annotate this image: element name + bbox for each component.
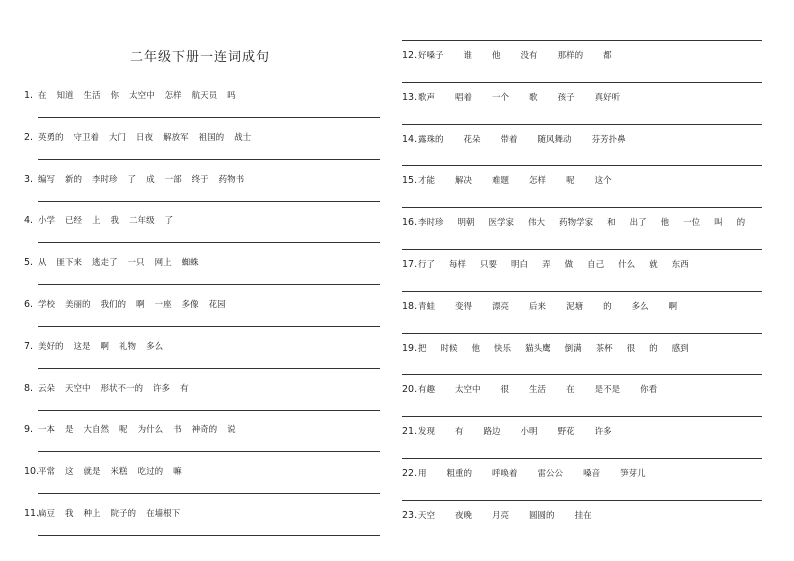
word-token: 这	[65, 467, 74, 478]
word-token: 小明	[520, 427, 538, 438]
word-token: 大自然	[83, 425, 110, 436]
word-token: 编写	[38, 174, 56, 185]
word-token: 知道	[56, 91, 74, 101]
question-item	[402, 374, 762, 416]
word-token: 很	[626, 343, 636, 354]
question-words	[402, 217, 759, 229]
answer-line[interactable]	[38, 368, 380, 369]
word-token: 一位	[683, 218, 701, 229]
word-token: 医学家	[488, 218, 515, 229]
word-token: 泥塘	[566, 301, 584, 312]
word-token: 呢	[119, 425, 128, 436]
word-token: 只要	[480, 260, 498, 270]
question-item	[24, 293, 380, 335]
word-token: 生活	[529, 385, 547, 396]
question-item	[402, 500, 762, 542]
answer-line[interactable]	[38, 117, 380, 118]
word-token: 感到	[671, 343, 689, 354]
question-item	[402, 333, 762, 375]
question-item	[402, 416, 762, 458]
word-token: 吃过的	[137, 467, 164, 478]
question-words	[402, 259, 703, 271]
word-token: 才能	[418, 176, 436, 187]
word-token: 英勇的	[38, 132, 64, 143]
question-number: 12.	[402, 50, 418, 61]
word-token: 的	[603, 301, 612, 312]
word-token: 网上	[154, 258, 172, 269]
word-token: 逃走了	[92, 258, 118, 269]
word-token: 弄	[542, 260, 551, 270]
word-token: 了	[164, 216, 174, 227]
word-token: 快乐	[494, 343, 512, 354]
word-token: 院子的	[110, 509, 137, 519]
word-token: 怎样	[164, 91, 182, 101]
question-words	[24, 383, 199, 395]
question-words	[24, 341, 173, 353]
question-words	[24, 466, 192, 478]
answer-line[interactable]	[38, 493, 380, 494]
word-token: 天空中	[65, 383, 91, 394]
word-token: 把	[418, 343, 427, 354]
word-token: 孩子	[557, 92, 575, 103]
word-token: 他	[471, 343, 481, 354]
word-token: 药物学家	[559, 218, 594, 229]
word-token: 的	[736, 218, 746, 229]
word-token: 大门	[109, 132, 127, 143]
word-token: 后来	[529, 301, 547, 312]
question-item	[24, 209, 380, 251]
page-title: 二年级下册一连词成句	[129, 50, 270, 65]
word-token: 好嗓子	[418, 51, 444, 61]
question-number: 10.	[24, 466, 40, 478]
word-token: 说	[227, 425, 236, 436]
word-token: 出了	[629, 218, 647, 229]
question-item	[402, 291, 762, 333]
word-token: 在	[38, 91, 47, 101]
word-token: 伟大	[528, 218, 546, 229]
question-item	[402, 40, 762, 82]
word-token: 怎样	[529, 176, 547, 187]
question-number: 2.	[24, 131, 34, 143]
word-token: 呢	[566, 176, 575, 187]
question-words	[402, 134, 646, 146]
word-token: 多么	[631, 301, 649, 312]
word-token: 太空中	[455, 385, 481, 396]
word-token: 神奇的	[191, 425, 218, 436]
question-number: 18.	[402, 300, 418, 312]
question-number: 14.	[402, 133, 418, 145]
word-token: 在	[566, 385, 575, 396]
question-number: 20.	[402, 384, 418, 396]
word-token: 在墙根下	[146, 509, 181, 519]
word-token: 粗重的	[446, 469, 473, 479]
question-words	[402, 510, 612, 522]
answer-line[interactable]	[402, 291, 762, 292]
word-token: 药物书	[218, 174, 245, 185]
question-number: 8.	[24, 382, 34, 394]
question-item	[24, 251, 380, 293]
question-number: 23.	[402, 509, 418, 521]
word-token: 啊	[668, 301, 678, 312]
question-words	[24, 132, 261, 144]
word-token: 已经	[65, 216, 83, 227]
word-token: 航天员	[191, 91, 218, 101]
word-token: 多像	[181, 300, 199, 310]
word-token: 花园	[208, 300, 226, 310]
question-item	[402, 249, 762, 291]
word-token: 那样的	[557, 51, 584, 61]
word-token: 有	[180, 383, 189, 394]
answer-line[interactable]	[402, 333, 762, 334]
word-token: 吗	[227, 91, 236, 101]
word-token: 祖国的	[198, 132, 225, 143]
word-token: 战士	[234, 132, 252, 143]
word-token: 是不是	[594, 385, 621, 396]
word-token: 为什么	[137, 425, 164, 436]
word-token: 发现	[418, 427, 436, 438]
word-token: 日夜	[136, 132, 154, 143]
word-token: 一只	[127, 258, 145, 269]
word-token: 一座	[154, 300, 172, 310]
word-token: 从	[38, 258, 47, 269]
word-token: 呼唤着	[492, 469, 518, 479]
word-token: 圆圆的	[529, 510, 555, 521]
word-token: 唱着	[455, 92, 473, 103]
question-item	[24, 502, 380, 544]
question-words	[402, 426, 632, 438]
word-token: 平常	[38, 467, 56, 478]
question-words	[402, 175, 632, 187]
answer-line[interactable]	[402, 458, 762, 459]
word-token: 芬芳扑鼻	[591, 134, 626, 145]
word-token: 我们的	[100, 300, 127, 310]
word-token: 你看	[640, 385, 658, 396]
word-token: 歌	[529, 92, 538, 103]
word-token: 歌声	[418, 92, 436, 103]
answer-line[interactable]	[402, 500, 762, 501]
question-number: 1.	[24, 90, 34, 101]
word-token: 守卫着	[73, 132, 100, 143]
word-token: 路边	[483, 427, 501, 438]
question-words	[24, 424, 246, 436]
question-item	[402, 165, 762, 207]
word-token: 啊	[100, 341, 110, 352]
word-token: 什么	[618, 260, 636, 270]
question-words	[24, 257, 209, 269]
question-number: 22.	[402, 468, 418, 479]
question-item	[24, 377, 380, 419]
question-item	[402, 124, 762, 166]
question-item	[24, 168, 380, 210]
answer-line[interactable]	[38, 451, 380, 452]
question-number: 4.	[24, 215, 34, 227]
question-words	[24, 299, 236, 311]
question-words	[402, 343, 703, 355]
word-token: 漂亮	[492, 301, 510, 312]
word-token: 李时珍	[92, 174, 118, 185]
answer-line[interactable]	[402, 207, 762, 208]
word-token: 夜晚	[455, 510, 473, 521]
word-token: 野花	[557, 427, 575, 438]
word-token: 扁豆	[38, 509, 56, 519]
word-token: 二年级	[129, 216, 155, 227]
word-token: 一个	[492, 92, 510, 103]
question-item	[24, 335, 380, 377]
question-number: 13.	[402, 91, 418, 103]
word-token: 一部	[164, 174, 182, 185]
question-number: 6.	[24, 299, 34, 310]
word-token: 小学	[38, 216, 56, 227]
word-token: 嗓音	[583, 469, 601, 479]
word-token: 是	[65, 425, 74, 436]
word-token: 自己	[587, 260, 605, 270]
question-words	[24, 215, 183, 227]
word-token: 露珠的	[418, 134, 444, 145]
word-token: 做	[564, 260, 574, 270]
word-token: 明白	[511, 260, 529, 270]
question-number: 19.	[402, 342, 418, 354]
question-words	[402, 468, 666, 480]
question-words	[402, 301, 697, 313]
question-item	[24, 84, 380, 126]
word-token: 雷公公	[537, 469, 564, 479]
answer-line[interactable]	[38, 159, 380, 160]
answer-line[interactable]	[38, 326, 380, 327]
word-token: 很	[500, 385, 510, 396]
question-number: 3.	[24, 173, 34, 185]
word-token: 新的	[65, 174, 83, 185]
answer-line[interactable]	[402, 416, 762, 417]
question-item	[402, 458, 762, 500]
question-words	[24, 508, 190, 520]
word-token: 每样	[449, 260, 467, 270]
question-number: 21.	[402, 426, 418, 438]
word-token: 没有	[520, 51, 538, 61]
question-item	[24, 126, 380, 168]
answer-line[interactable]	[38, 201, 380, 202]
word-token: 笋芽儿	[620, 469, 646, 479]
question-words	[24, 174, 254, 186]
word-token: 茶杯	[595, 343, 613, 354]
question-item	[402, 207, 762, 249]
word-token: 我	[65, 509, 74, 519]
question-number: 16.	[402, 217, 418, 229]
word-token: 都	[603, 51, 612, 61]
word-token: 叫	[714, 218, 723, 229]
word-token: 倒满	[564, 343, 582, 354]
word-token: 米糕	[110, 467, 128, 478]
word-token: 终于	[191, 174, 209, 185]
word-token: 他	[492, 51, 501, 61]
word-token: 书	[173, 425, 182, 436]
word-token: 真好听	[594, 92, 621, 103]
word-token: 啊	[136, 300, 145, 310]
word-token: 的	[649, 343, 658, 354]
answer-line[interactable]	[38, 410, 380, 411]
word-token: 青蛙	[418, 301, 436, 312]
word-token: 有	[455, 427, 464, 438]
word-token: 随风舞动	[537, 134, 572, 145]
word-token: 形状不一的	[100, 383, 144, 394]
word-token: 和	[607, 218, 616, 229]
answer-line[interactable]	[402, 82, 762, 83]
answer-line[interactable]	[402, 374, 762, 375]
word-token: 多么	[146, 341, 164, 352]
question-words	[402, 92, 640, 104]
word-token: 变得	[455, 301, 473, 312]
answer-line[interactable]	[38, 535, 380, 536]
word-token: 学校	[38, 300, 56, 310]
question-item	[24, 460, 380, 502]
question-words	[402, 50, 632, 62]
word-token: 解决	[455, 176, 473, 187]
word-token: 种上	[83, 509, 101, 519]
question-item	[24, 418, 380, 460]
word-token: 上	[92, 216, 101, 227]
word-token: 生活	[83, 91, 101, 101]
word-token: 我	[110, 216, 120, 227]
word-token: 礼物	[119, 341, 137, 352]
answer-line[interactable]	[402, 249, 762, 250]
question-number: 5.	[24, 257, 34, 269]
word-token: 许多	[594, 427, 612, 438]
word-token: 时候	[440, 343, 458, 354]
word-token: 美丽的	[65, 300, 91, 310]
word-token: 谁	[463, 51, 473, 61]
word-token: 蜘蛛	[181, 258, 199, 269]
word-token: 东西	[671, 260, 689, 270]
word-token: 用	[418, 469, 427, 479]
word-token: 匪下来	[56, 258, 83, 269]
answer-line[interactable]	[38, 284, 380, 285]
word-token: 他	[660, 218, 670, 229]
question-number: 11.	[24, 508, 40, 519]
answer-line[interactable]	[38, 242, 380, 243]
word-token: 明朝	[457, 218, 475, 229]
word-token: 难题	[492, 176, 510, 187]
answer-line[interactable]	[402, 124, 762, 125]
word-token: 许多	[153, 383, 171, 394]
word-token: 一本	[38, 425, 56, 436]
question-item	[402, 82, 762, 124]
answer-line[interactable]	[402, 165, 762, 166]
word-token: 成	[146, 174, 155, 185]
word-token: 行了	[418, 260, 436, 270]
word-token: 带着	[500, 134, 518, 145]
question-number: 7.	[24, 340, 34, 352]
word-token: 有趣	[418, 385, 436, 396]
word-token: 云朵	[38, 383, 56, 394]
word-token: 就	[649, 260, 658, 270]
word-token: 这是	[73, 341, 91, 352]
question-number: 15.	[402, 175, 418, 187]
word-token: 这个	[594, 176, 612, 187]
word-token: 天空	[418, 510, 436, 521]
answer-line[interactable]	[402, 40, 762, 41]
word-token: 李时珍	[418, 218, 444, 229]
question-words	[402, 384, 677, 396]
word-token: 嘛	[173, 467, 182, 478]
word-token: 月亮	[492, 510, 510, 521]
word-token: 解放军	[163, 132, 189, 143]
word-token: 猫头鹰	[525, 343, 551, 354]
word-token: 就是	[83, 467, 101, 478]
question-number: 17.	[402, 259, 418, 270]
word-token: 你	[110, 91, 120, 101]
word-token: 太空中	[129, 91, 155, 101]
question-words	[24, 90, 246, 102]
word-token: 挂在	[574, 510, 592, 521]
word-token: 美好的	[38, 341, 64, 352]
word-token: 花朵	[463, 134, 481, 145]
word-token: 了	[127, 174, 137, 185]
question-number: 9.	[24, 424, 34, 436]
